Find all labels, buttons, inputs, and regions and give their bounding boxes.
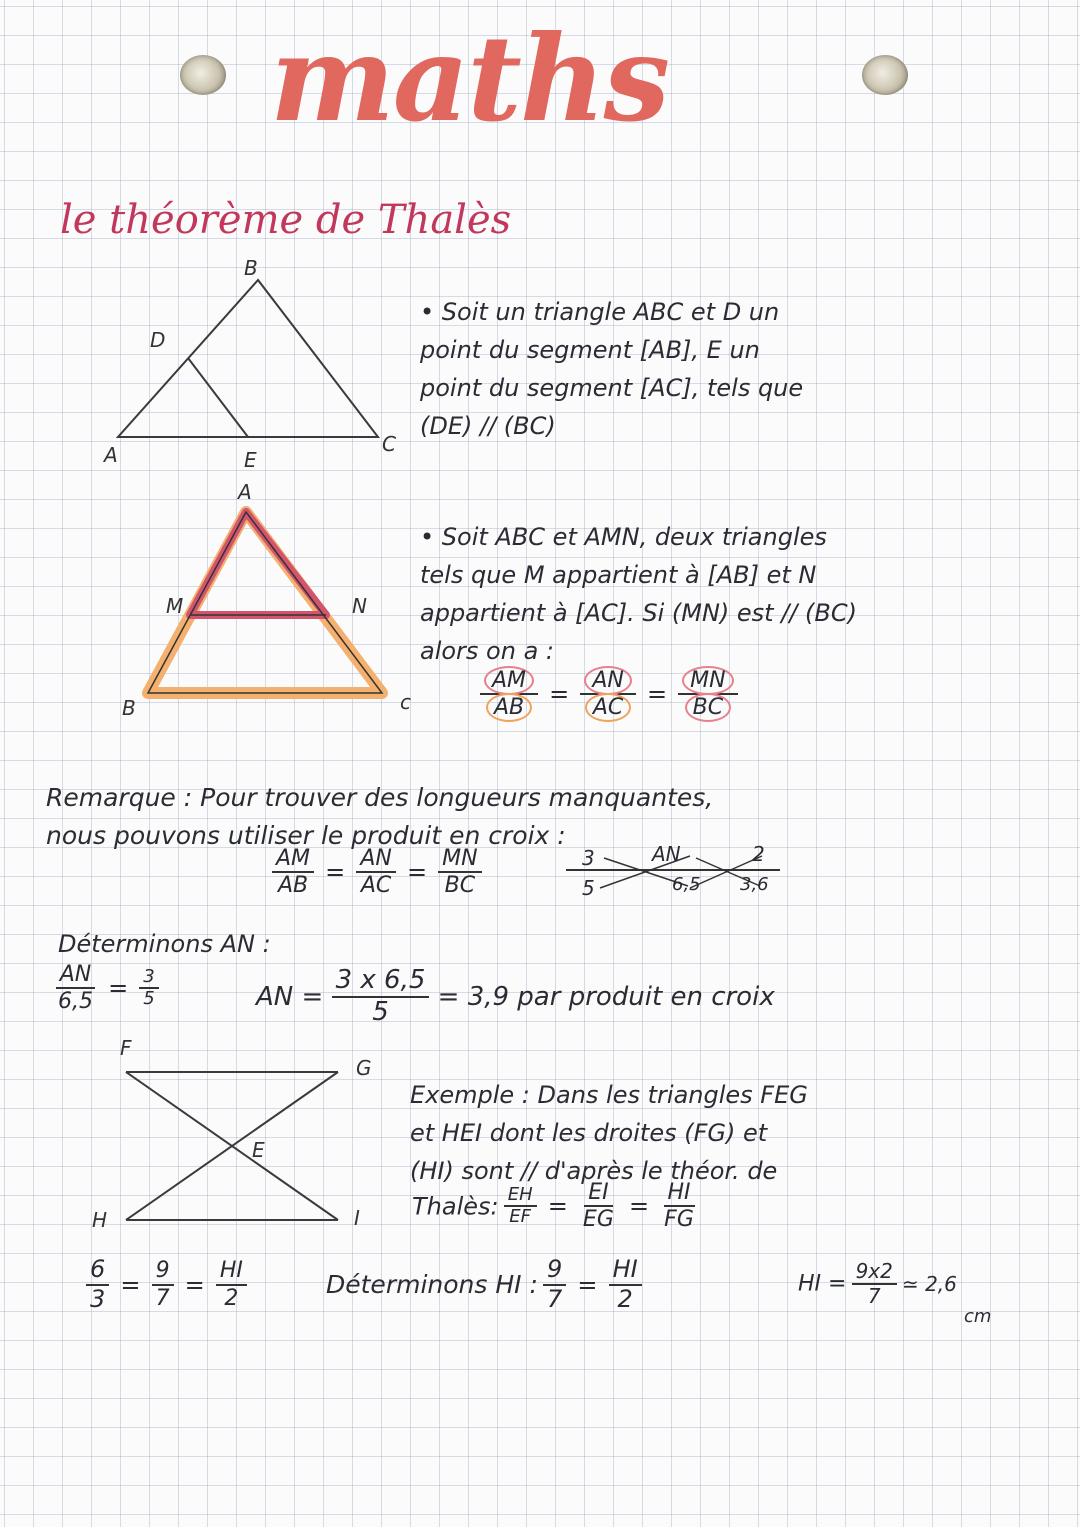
figure3-label-g: G — [356, 1056, 372, 1080]
fraction — [660, 1180, 698, 1233]
frac-den: 2 — [224, 1285, 239, 1311]
frac-den: 5 — [143, 988, 155, 1010]
frac-den: EF — [509, 1206, 532, 1228]
frac-den: AB — [277, 873, 309, 899]
section1-line: (DE) // (BC) — [420, 412, 556, 440]
frac-num: AN — [56, 962, 96, 989]
hi-unit: cm — [964, 1306, 992, 1327]
fraction — [609, 1256, 642, 1313]
figure3-label-h: H — [92, 1208, 108, 1232]
fraction — [852, 1260, 897, 1308]
fraction — [216, 1258, 247, 1311]
bottom-left-ratio — [86, 1256, 247, 1313]
an-eq-label: AN = — [256, 981, 324, 1012]
equals-sign: = — [628, 1192, 650, 1221]
hi-label: HI = — [798, 1271, 847, 1297]
frac-num: 9x2 — [852, 1260, 897, 1285]
section-title: le théorème de Thalès — [60, 197, 512, 243]
determine-hi-heading: Déterminons HI : — [326, 1270, 538, 1300]
frac-den: 2 — [617, 1284, 633, 1313]
frac-num: 3 — [139, 967, 158, 990]
equals-sign: = — [406, 858, 428, 887]
ratio-num: MN — [682, 666, 733, 695]
cross-c: 2 — [752, 842, 765, 866]
figure1-label-c: C — [382, 432, 396, 456]
cross-f: 3,6 — [740, 874, 769, 895]
frac-num: EI — [584, 1180, 612, 1207]
frac-num: 9 — [152, 1258, 174, 1285]
remarque-line: nous pouvons utiliser le produit en croix : — [46, 821, 566, 850]
figure2-label-m: M — [166, 594, 184, 618]
frac-num: HI — [664, 1180, 695, 1207]
figure3-label-e: E — [252, 1138, 265, 1162]
figure2-label-c: c — [400, 690, 411, 714]
hi-result — [798, 1260, 957, 1308]
figure3-label-i: I — [354, 1206, 360, 1230]
equals-sign: = — [325, 858, 346, 887]
frac-num: 9 — [543, 1256, 566, 1286]
exemple-line: Exemple : Dans les triangles FEG — [410, 1081, 808, 1109]
cross-a: 3 — [582, 846, 595, 870]
exemple-text — [410, 1076, 808, 1190]
section2-line: tels que M appartient à [AB] et N — [420, 561, 817, 589]
fraction — [86, 1256, 109, 1313]
frac-den: EG — [582, 1207, 614, 1233]
cross-d: 5 — [582, 876, 595, 900]
figure3-label-f: F — [120, 1036, 132, 1060]
frac-num: AM — [272, 846, 314, 873]
thales-label: Thalès: — [412, 1192, 499, 1221]
determine-an-heading: Déterminons AN : — [58, 930, 271, 958]
section2-line: appartient à [AC]. Si (MN) est // (BC) — [420, 599, 857, 627]
frac-num: HI — [216, 1258, 247, 1285]
an-result: = 3,9 par produit en croix — [437, 981, 775, 1012]
determine-hi — [326, 1256, 642, 1313]
frac-num: 3 x 6,5 — [332, 966, 430, 998]
figure2-label-n: N — [352, 594, 367, 618]
figure2-label-a: A — [238, 480, 252, 504]
frac-den: 5 — [372, 996, 389, 1027]
hi-approx: ≃ 2,6 — [901, 1272, 957, 1296]
frac-den: AC — [360, 873, 392, 899]
fraction — [579, 1180, 618, 1233]
equals-sign: = — [184, 1270, 205, 1299]
fraction — [152, 1258, 174, 1311]
ratio-den: AC — [585, 693, 631, 722]
frac-den: 6,5 — [58, 989, 93, 1015]
figure2-label-b: B — [122, 696, 136, 720]
section1-line: • Soit un triangle ABC et D un — [420, 298, 780, 326]
frac-den: 7 — [867, 1284, 881, 1308]
frac-num: EH — [504, 1185, 537, 1208]
section1-line: point du segment [AC], tels que — [420, 374, 804, 402]
ratio-num: AN — [584, 666, 632, 695]
section1-line: point du segment [AB], E un — [420, 336, 760, 364]
remarque-line: Remarque : Pour trouver des longueurs manquantes, — [46, 783, 714, 812]
frac-num: MN — [438, 846, 481, 873]
section2-line: alors on a : — [420, 637, 555, 665]
exemple-line: (HI) sont // d'après le théor. de — [410, 1157, 778, 1185]
exemple-thales — [412, 1180, 698, 1233]
frac-den: FG — [664, 1207, 694, 1233]
figure1-label-e: E — [244, 448, 257, 472]
equals-sign: = — [646, 680, 668, 709]
frac-den: BC — [444, 873, 476, 899]
figure1-label-a: A — [104, 443, 118, 467]
exemple-line: et HEI dont les droites (FG) et — [410, 1119, 768, 1147]
figure1-label-b: B — [244, 256, 258, 280]
fraction — [543, 1256, 566, 1313]
equals-sign: = — [577, 1270, 598, 1299]
fraction — [504, 1185, 537, 1228]
cross-e: 6,5 — [672, 874, 701, 895]
ratio-num: AM — [484, 666, 534, 695]
equals-sign: = — [108, 974, 129, 1003]
frac-den: 7 — [546, 1284, 563, 1313]
equals-sign: = — [547, 1192, 568, 1221]
section2-line: • Soit ABC et AMN, deux triangles — [420, 523, 827, 551]
frac-num: HI — [609, 1256, 642, 1286]
figure1-label-d: D — [150, 328, 166, 352]
page-title: maths — [270, 9, 669, 148]
ratio-den: BC — [685, 693, 731, 722]
ratio-den: AB — [486, 693, 532, 722]
frac-num: 6 — [86, 1256, 109, 1286]
frac-num: AN — [356, 846, 396, 873]
frac-den: 7 — [155, 1285, 170, 1311]
frac-den: 3 — [90, 1284, 106, 1313]
equals-sign: = — [549, 680, 570, 709]
equals-sign: = — [120, 1270, 141, 1299]
cross-b: AN — [652, 842, 681, 866]
